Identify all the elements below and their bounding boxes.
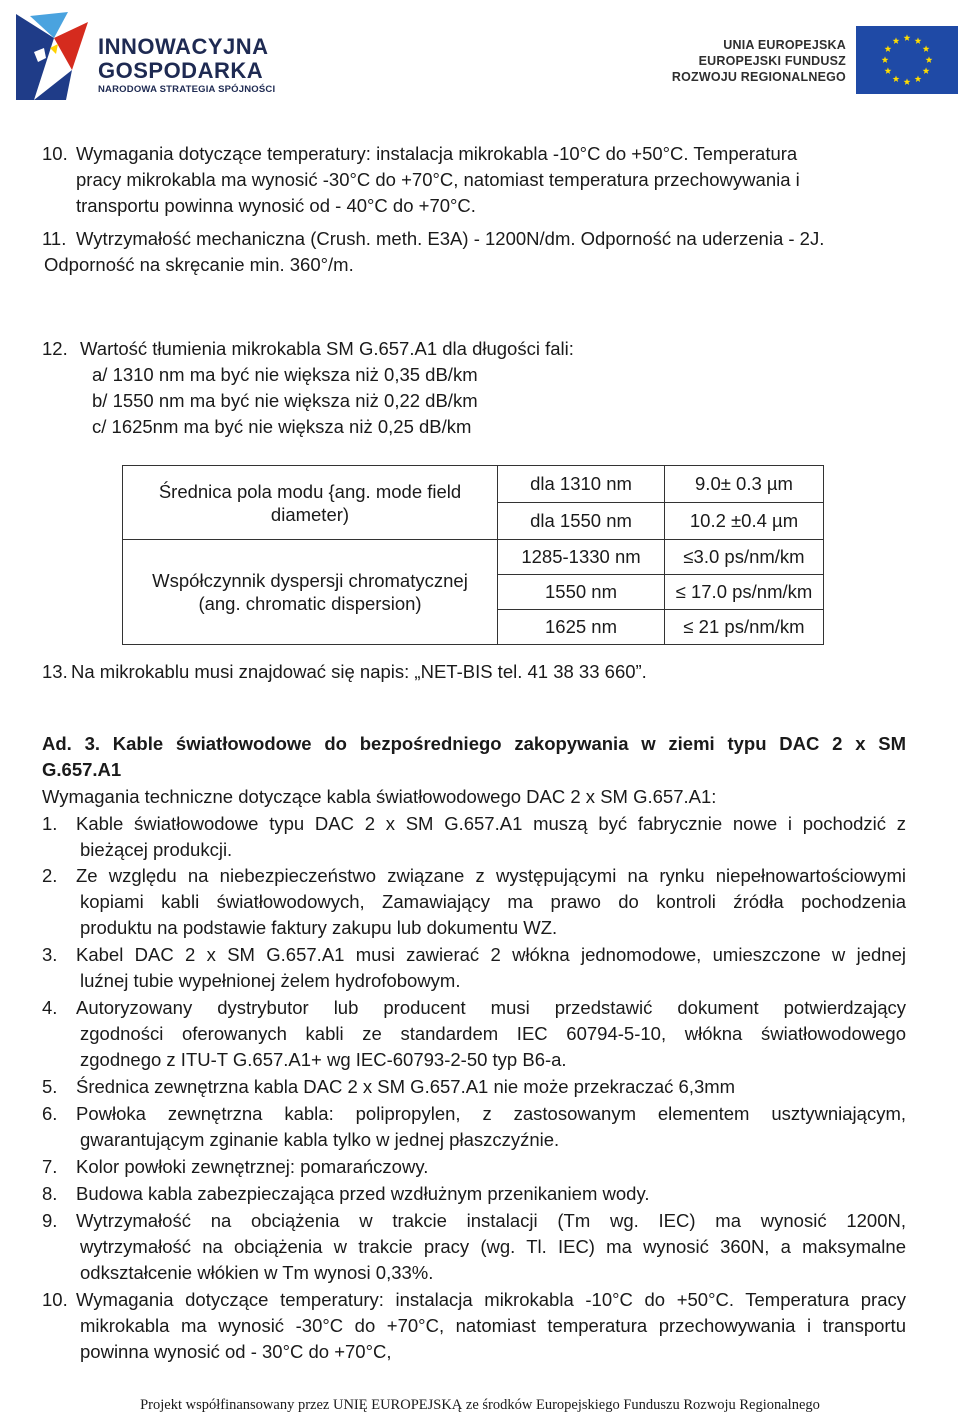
item-text-line: zgodnego z ITU-T G.657.A1+ wg IEC-60793-2-50 typ B6-a.: [80, 1049, 567, 1070]
eu-logo-line2: EUROPEJSKI FUNDUSZ: [698, 54, 846, 68]
item-text-line: b/ 1550 nm ma być nie większa niż 0,22 dB/km: [92, 390, 478, 411]
item-text-line: Budowa kabla zabezpieczająca przed wzdłużnym przenikaniem wody.: [76, 1183, 650, 1204]
mfd-label-line: Średnica pola modu {ang. mode field: [158, 480, 462, 502]
item-number: 3.: [42, 944, 58, 965]
fiber-spec-table: [122, 465, 824, 645]
item-text-line: zgodności oferowanych kabli ze standardem IEC 60794-5-10, włókna światłowodowego: [80, 1023, 906, 1044]
item-text-line: Średnica zewnętrzna kabla DAC 2 x SM G.657.A1 nie może przekraczać 6,3mm: [76, 1076, 736, 1097]
item-number: 8.: [42, 1183, 58, 1204]
item-number: 10.: [42, 143, 68, 164]
item-text-line: Kabel DAC 2 x SM G.657.A1 musi zawierać 2 włókna jednomodowe, umieszczone w jednej: [76, 944, 906, 965]
item-number: 10.: [42, 1289, 68, 1310]
item-text-line: kopiami kabli światłowodowych, Zamawiający ma prawo do kontroli źródła pochodzenia: [80, 891, 906, 912]
item-text-line: Ze względu na niebezpieczeństwo związane z występującymi na rynku niepełnowartościowymi: [76, 865, 906, 886]
item-text-line: bieżącej produkcji.: [80, 839, 233, 860]
item-text-line: Autoryzowany dystrybutor lub producent musi przedstawić dokument potwierdzający: [76, 997, 906, 1018]
item-text-line: Na mikrokablu musi znajdować się napis: „NET-BIS tel. 41 38 33 660”.: [71, 661, 647, 682]
item-number: 7.: [42, 1156, 58, 1177]
item-text-line: Odporność na skręcanie min. 360°/m.: [44, 254, 354, 275]
logo-line-strategia: NARODOWA STRATEGIA SPÓJNOŚCI: [98, 84, 276, 95]
cd-label-cell: [123, 540, 498, 645]
item-text-line: Wymagania dotyczące temperatury: instalacja mikrokabla -10°C do +50°C. Temperatura pracy: [76, 1289, 906, 1310]
item-text-line: Powłoka zewnętrzna kabla: polipropylen, z zastosowanym elementem usztywniającym,: [76, 1103, 906, 1124]
value-cell: 9.0± 0.3 µm: [665, 466, 824, 503]
cd-label-line: (ang. chromatic dispersion): [198, 593, 422, 614]
item-text-line: Kolor powłoki zewnętrznej: pomarańczowy.: [76, 1156, 429, 1177]
item-text-line: pracy mikrokabla ma wynosić -30°C do +70°C, natomiast temperatura przechowywania i: [76, 169, 800, 190]
cd-label-line: Współczynnik dyspersji chromatycznej: [152, 570, 468, 591]
item-number: 1.: [42, 813, 58, 834]
mfd-label-line: diameter): [270, 503, 350, 525]
item-number: 4.: [42, 997, 58, 1018]
eu-flag-icon: [856, 26, 958, 94]
innowacyjna-gospodarka-logo: [10, 8, 300, 103]
eu-erdf-logo: [671, 22, 958, 100]
section-heading-cont: G.657.A1: [42, 759, 122, 780]
item-text-line: odkształcenie włókien w Tm wynosi 0,33%.: [80, 1262, 434, 1283]
section-heading: Ad. 3. Kable światłowodowe do bezpośredniego zakopywania w ziemi typu DAC 2 x SM: [42, 733, 906, 754]
item-text-line: Wytrzymałość na obciążenia w trakcie instalacji (Tm wg. IEC) ma wynosić 1200N,: [76, 1210, 906, 1231]
condition-cell: 1550 nm: [498, 575, 665, 610]
table-row: [123, 466, 824, 503]
ig-emblem-icon: [10, 8, 92, 103]
item-number: 12.: [42, 338, 68, 359]
item-text-line: Wytrzymałość mechaniczna (Crush. meth. E3A) - 1200N/dm. Odporność na uderzenia - 2J.: [76, 228, 825, 249]
eu-logo-line1: UNIA EUROPEJSKA: [723, 38, 846, 52]
item-text-line: c/ 1625nm ma być nie większa niż 0,25 dB/km: [92, 416, 472, 437]
footer-cofinancing-note: Projekt współfinansowany przez UNIĘ EUROPEJSKĄ ze środków Europejskiego Funduszu Rozwoju Regionalnego: [140, 1397, 820, 1413]
item-text-line: Kable światłowodowe typu DAC 2 x SM G.657.A1 muszą być fabrycznie nowe i pochodzić z: [76, 813, 906, 834]
value-cell: ≤3.0 ps/nm/km: [665, 540, 824, 575]
item-text-line: gwarantującym zginanie kabla tylko w jednej płaszczyźnie.: [80, 1129, 560, 1150]
item-text-line: Wartość tłumienia mikrokabla SM G.657.A1 dla długości fali:: [80, 338, 574, 359]
eu-logo-line3: ROZWOJU REGIONALNEGO: [671, 70, 846, 84]
value-cell: ≤ 17.0 ps/nm/km: [665, 575, 824, 610]
item-text-line: wytrzymałość na obciążenia w trakcie pracy (wg. Tl. IEC) ma wynosić 360N, a maksymalne: [80, 1236, 906, 1257]
item-number: 5.: [42, 1076, 58, 1097]
item-number: 13.: [42, 661, 68, 682]
item-text-line: transportu powinna wynosić od - 40°C do +70°C.: [76, 195, 476, 216]
value-cell: ≤ 21 ps/nm/km: [665, 610, 824, 645]
item-text-line: luźnej tubie wypełnionej żelem hydrofobowym.: [80, 970, 461, 991]
section-intro: Wymagania techniczne dotyczące kabla światłowodowego DAC 2 x SM G.657.A1:: [42, 786, 717, 807]
item-number: 9.: [42, 1210, 58, 1231]
item-text-line: mikrokabla ma wynosić -30°C do +70°C, natomiast temperatura przechowywania i transportu: [80, 1315, 906, 1336]
condition-cell: dla 1550 nm: [498, 503, 665, 540]
item-text-line: a/ 1310 nm ma być nie większa niż 0,35 dB/km: [92, 364, 478, 385]
item-text-line: powinna wynosić od - 30°C do +70°C,: [80, 1341, 392, 1362]
value-cell: 10.2 ±0.4 µm: [665, 503, 824, 540]
condition-cell: dla 1310 nm: [498, 466, 665, 503]
item-text-line: produktu na podstawie faktury zakupu lub dokumentu WZ.: [80, 917, 558, 938]
logo-line-gospodarka: GOSPODARKA: [98, 58, 264, 83]
condition-cell: 1625 nm: [498, 610, 665, 645]
item-number: 11.: [42, 228, 67, 249]
table-row: [123, 540, 824, 575]
mfd-label-cell: [123, 466, 498, 540]
item-number: 6.: [42, 1103, 58, 1124]
condition-cell: 1285-1330 nm: [498, 540, 665, 575]
item-number: 2.: [42, 865, 58, 886]
logo-line-innowacyjna: INNOWACYJNA: [98, 34, 269, 59]
item-text-line: Wymagania dotyczące temperatury: instalacja mikrokabla -10°C do +50°C. Temperatura: [76, 143, 798, 164]
